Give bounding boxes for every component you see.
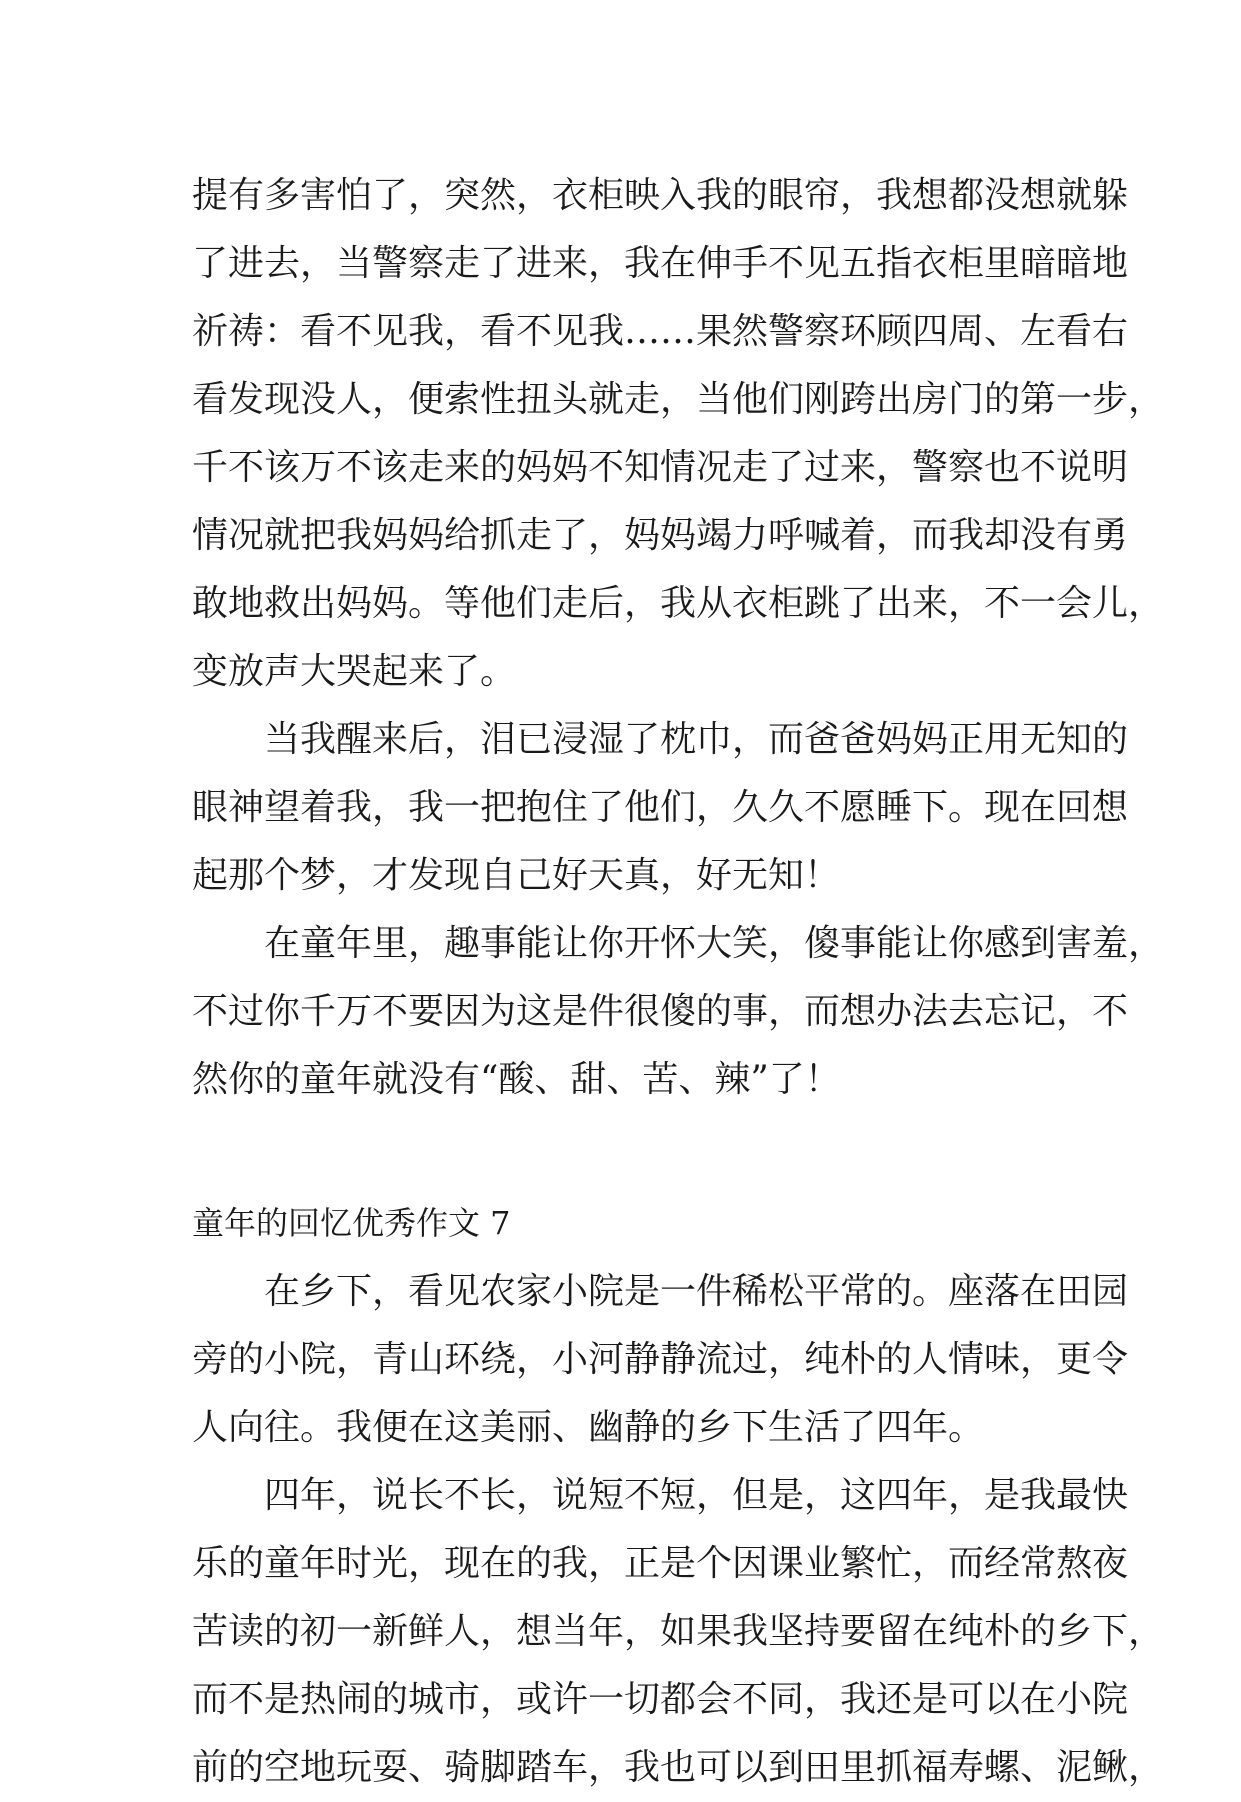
text-line: 苦读的初一新鲜人，想当年，如果我坚持要留在纯朴的乡下， — [192, 1611, 1165, 1652]
text-line: 而不是热闹的城市，或许一切都会不同，我还是可以在小院 — [192, 1679, 1129, 1720]
text-line: 乐的童年时光，现在的我，正是个因课业繁忙，而经常熬夜 — [192, 1543, 1129, 1584]
text-line: 四年，说长不长，说短不短，但是，这四年，是我最快 — [264, 1475, 1129, 1516]
section-paragraph-2 — [192, 1462, 1165, 1802]
text-line: 在乡下，看见农家小院是一件稀松平常的。座落在田园 — [264, 1271, 1129, 1312]
paragraph-2 — [192, 706, 1129, 910]
text-line: 不过你千万不要因为这是件很傻的事，而想办法去忘记，不 — [192, 991, 1129, 1032]
text-line: 然你的童年就没有“酸、甜、苦、辣”了！ — [192, 1059, 841, 1100]
text-line: 祈祷：看不见我，看不见我……果然警察环顾四周、左看右 — [192, 311, 1129, 352]
text-line: 人向往。我便在这美丽、幽静的乡下生活了四年。 — [192, 1407, 985, 1448]
document-page — [192, 162, 1165, 1802]
text-line: 当我醒来后，泪已浸湿了枕巾，而爸爸妈妈正用无知的 — [264, 719, 1129, 760]
text-line: 眼神望着我，我一把抱住了他们，久久不愿睡下。现在回想 — [192, 787, 1129, 828]
section-paragraph-1 — [192, 1258, 1129, 1462]
text-line: 千不该万不该走来的妈妈不知情况走了过来，警察也不说明 — [192, 447, 1129, 488]
text-line: 了进去，当警察走了进来，我在伸手不见五指衣柜里暗暗地 — [192, 243, 1129, 284]
text-line: 敢地救出妈妈。等他们走后，我从衣柜跳了出来，不一会儿， — [192, 583, 1165, 624]
paragraph-1 — [192, 162, 1165, 706]
text-line: 情况就把我妈妈给抓走了，妈妈竭力呼喊着，而我却没有勇 — [192, 515, 1129, 556]
text-line: 看发现没人，便索性扭头就走，当他们刚跨出房门的第一步， — [192, 379, 1165, 420]
text-line: 变放声大哭起来了。 — [192, 651, 517, 692]
section-gap — [192, 1114, 1052, 1188]
text-line: 提有多害怕了，突然，衣柜映入我的眼帘，我想都没想就躲 — [192, 175, 1129, 216]
text-line: 前的空地玩耍、骑脚踏车，我也可以到田里抓福寿螺、泥鳅， — [192, 1747, 1165, 1788]
section-heading: 童年的回忆优秀作文 7 — [192, 1204, 511, 1242]
text-line: 起那个梦，才发现自己好天真，好无知！ — [192, 855, 841, 896]
text-line: 旁的小院，青山环绕，小河静静流过，纯朴的人情味，更令 — [192, 1339, 1129, 1380]
paragraph-3 — [192, 910, 1165, 1114]
text-line: 在童年里，趣事能让你开怀大笑，傻事能让你感到害羞， — [264, 923, 1165, 964]
